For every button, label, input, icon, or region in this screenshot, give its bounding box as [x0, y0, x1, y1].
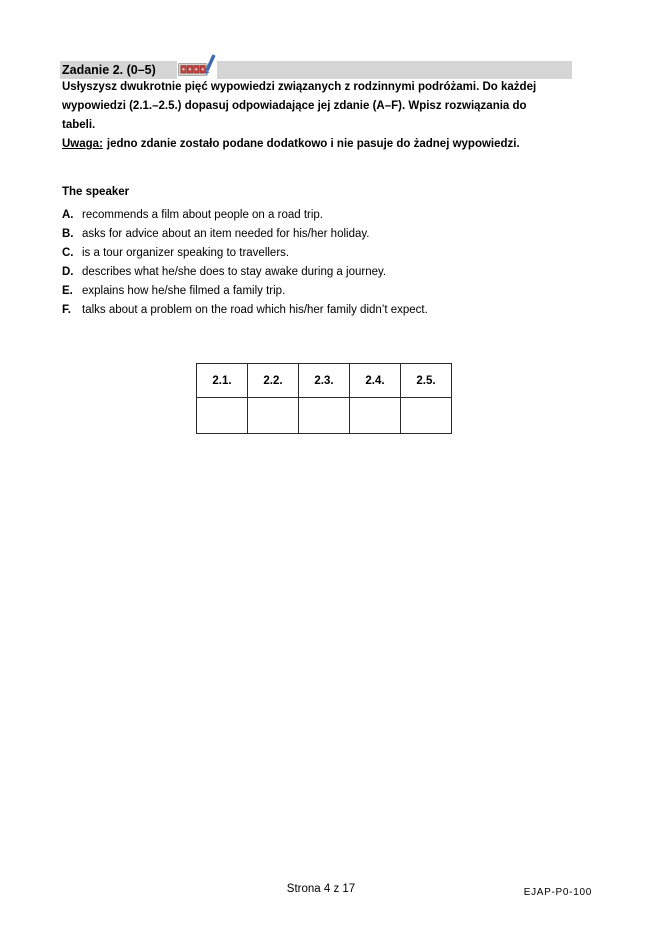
task-header-bar [60, 61, 572, 79]
option-row-b [62, 225, 573, 244]
option-label: A. [62, 209, 74, 221]
answer-cell-2-5[interactable] [401, 398, 452, 434]
option-row-e [62, 282, 573, 301]
option-label: C. [62, 247, 74, 259]
options-list [62, 206, 573, 320]
option-text: describes what he/she does to stay awake during a journey. [82, 266, 387, 278]
option-row-a [62, 206, 573, 225]
answer-table-header-cell: 2.4. [350, 364, 401, 398]
option-label: F. [62, 304, 71, 316]
option-text: talks about a problem on the road which his/her family didn’t expect. [82, 304, 428, 316]
option-text: asks for advice about an item needed for his/her holiday. [82, 228, 370, 240]
note-text: jedno zdanie zostało podane dodatkowo i nie pasuje do żadnej wypowiedzi. [106, 138, 520, 150]
audio-keys-with-pen-icon [177, 54, 217, 81]
note-label: Uwaga: [62, 138, 103, 150]
instruction-line: wypowiedzi (2.1.–2.5.) dopasuj odpowiadające jej zdanie (A–F). Wpisz rozwiązania do [62, 100, 527, 112]
instruction-line: Usłyszysz dwukrotnie pięć wypowiedzi związanych z rodzinnymi podróżami. Do każdej [62, 81, 537, 93]
answer-cell-2-2[interactable] [248, 398, 299, 434]
option-text: explains how he/she filmed a family trip. [82, 285, 286, 297]
task-title: Zadanie 2. (0–5) [62, 63, 156, 77]
option-row-f [62, 301, 573, 320]
form-code: EJAP-P0-100 [523, 887, 592, 898]
task-instructions [62, 78, 573, 154]
page-number: Strona 4 z 17 [286, 883, 356, 895]
option-label: E. [62, 285, 73, 297]
option-label: D. [62, 266, 74, 278]
answer-table-header-row [197, 364, 452, 398]
audio-keys-with-pen-icon-svg [177, 54, 217, 81]
answer-cell-2-1[interactable] [197, 398, 248, 434]
section-heading: The speaker [62, 186, 130, 198]
note-line [62, 135, 573, 154]
option-row-d [62, 263, 573, 282]
answer-cell-2-3[interactable] [299, 398, 350, 434]
answer-table-header-cell: 2.3. [299, 364, 350, 398]
answer-table-header-cell: 2.1. [197, 364, 248, 398]
option-label: B. [62, 228, 74, 240]
answer-cell-2-4[interactable] [350, 398, 401, 434]
answer-table-header-cell: 2.5. [401, 364, 452, 398]
option-text: recommends a film about people on a road trip. [82, 209, 323, 221]
answer-table-answer-row [197, 398, 452, 434]
answer-table-header-cell: 2.2. [248, 364, 299, 398]
answer-table [196, 363, 452, 434]
option-row-c [62, 244, 573, 263]
instruction-line: tabeli. [62, 119, 96, 131]
option-text: is a tour organizer speaking to travellers. [82, 247, 290, 259]
